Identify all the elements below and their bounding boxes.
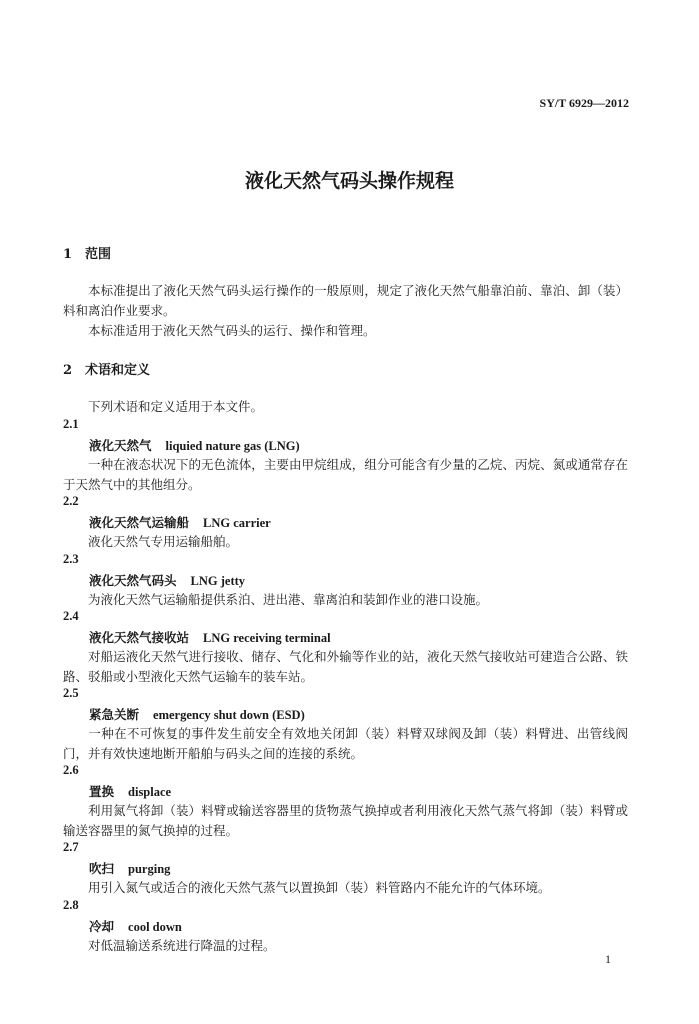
term-definition: 一种在液态状况下的无色流体，主要由甲烷组成，组分可能含有少量的乙烷、丙烷、氮或通常存在于天然气中的其他组分。: [63, 457, 628, 492]
section-2-heading: [63, 359, 150, 378]
section-2-title: 术语和定义: [85, 363, 151, 378]
section-2-number: 2: [63, 363, 73, 378]
clause-number: 2.6: [63, 763, 79, 777]
term-definition: 用引入氮气或适合的液化天然气蒸气以置换卸（装）料管路内不能允许的气体环境。: [88, 880, 551, 895]
term-definition: 为液化天然气运输船提供系泊、进出港、靠离泊和装卸作业的港口设施。: [88, 592, 489, 607]
term-definition: 利用氮气将卸（装）料臂或输送容器里的货物蒸气换掉或者利用液化天然气蒸气将卸（装）料臂或输送容器里的氮气换掉的过程。: [63, 803, 628, 838]
term-definition: 液化天然气专用运输船舶。: [88, 534, 239, 549]
term-definition: 对低温输送系统进行降温的过程。: [88, 938, 276, 953]
term-heading: 液化天然气接收站 LNG receiving terminal: [89, 630, 331, 645]
clause-number: 2.1: [63, 417, 79, 431]
section-1-heading: [63, 243, 111, 262]
term-heading: 液化天然气运输船 LNG carrier: [89, 515, 271, 530]
term-heading: 紧急关断 emergency shut down (ESD): [89, 707, 305, 722]
section-1-number: 1: [63, 247, 73, 262]
clause-number: 2.4: [63, 609, 79, 623]
page-number: 1: [605, 952, 611, 966]
standard-number: SY/T 6929—2012: [539, 96, 629, 110]
section-1-title: 范围: [85, 247, 112, 262]
clause-number: 2.3: [63, 552, 79, 566]
term-heading: 液化天然气 liquied nature gas (LNG): [89, 438, 300, 453]
term-heading: 置换 displace: [89, 784, 172, 799]
term-heading: 吹扫 purging: [89, 861, 171, 876]
clause-number: 2.7: [63, 840, 79, 854]
section-2-intro: 下列术语和定义适用于本文件。: [88, 399, 264, 414]
term-heading: 冷却 cool down: [89, 919, 182, 934]
clause-number: 2.5: [63, 686, 79, 700]
term-definition: 一种在不可恢复的事件发生前安全有效地关闭卸（装）料臂双球阀及卸（装）料臂进、出管线阀门，并有效快速地断开船舶与码头之间的连接的系统。: [63, 726, 628, 761]
section-1-paragraph-1: 本标准提出了液化天然气码头运行操作的一般原则，规定了液化天然气船靠泊前、靠泊、卸（装）料和离泊作业要求。: [63, 283, 628, 318]
document-title: 液化天然气码头操作规程: [244, 170, 454, 192]
section-1-paragraph-2: 本标准适用于液化天然气码头的运行、操作和管理。: [88, 323, 376, 338]
term-heading: 液化天然气码头 LNG jetty: [89, 573, 246, 588]
clause-number: 2.2: [63, 494, 79, 508]
clause-number: 2.8: [63, 898, 79, 912]
term-definition: 对船运液化天然气进行接收、储存、气化和外输等作业的站，液化天然气接收站可建造合公路、铁路、驳船或小型液化天然气运输车的装车站。: [63, 649, 628, 684]
